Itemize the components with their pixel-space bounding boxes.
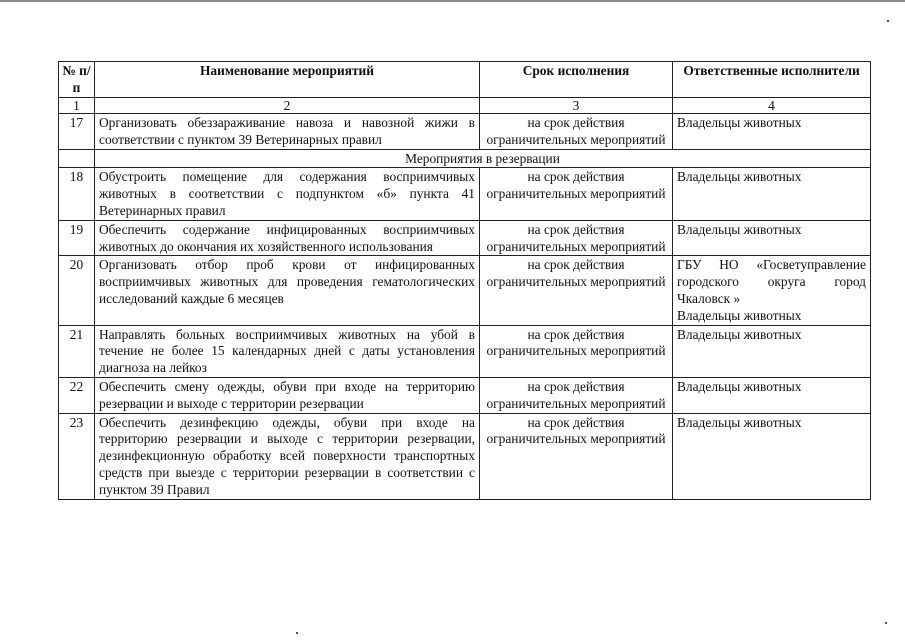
row-measure: Обеспечить содержание инфицированных восприимчивых животных до окончания их хозяйственного использования <box>95 220 480 256</box>
row-measure: Обеспечить смену одежды, обуви при входе на территорию резервации и выходе с территории резервации <box>95 377 480 413</box>
row-term: на срок действия ограничительных мероприятий <box>480 377 673 413</box>
responsible-party: Владельцы животных <box>677 326 802 342</box>
index-cell: 3 <box>480 98 673 114</box>
row-measure: Обеспечить дезинфекцию одежды, обуви при входе на территорию резервации и выходе с территории резервации, дезинфекционную обработку всей поверхности транспортных средств при выезде с территории резервации в соответствии с пунктом 39 Правил <box>95 413 480 499</box>
row-number: 17 <box>59 114 95 150</box>
responsible-party: Владельцы животных <box>677 414 802 430</box>
table-row <box>59 413 871 499</box>
row-number: 23 <box>59 413 95 499</box>
index-cell: 4 <box>673 98 871 114</box>
row-responsible <box>673 114 871 150</box>
row-number: 21 <box>59 325 95 377</box>
row-term: на срок действия ограничительных мероприятий <box>480 413 673 499</box>
table-row <box>59 114 871 150</box>
header-number: № п/п <box>59 62 95 98</box>
responsible-party: Владельцы животных <box>677 221 802 237</box>
row-measure: Организовать обеззараживание навоза и навозной жижи в соответствии с пунктом 39 Ветеринарных правил <box>95 114 480 150</box>
row-number: 20 <box>59 256 95 325</box>
header-term: Срок исполнения <box>480 62 673 98</box>
row-number: 22 <box>59 377 95 413</box>
top-rule <box>0 0 905 2</box>
table-row <box>59 256 871 325</box>
column-index-row <box>59 98 871 114</box>
scan-speck <box>887 20 889 22</box>
section-number-cell <box>59 149 95 168</box>
row-term: на срок действия ограничительных мероприятий <box>480 168 673 220</box>
responsible-party: ГБУ НО «Госветуправление городского округа город Чкаловск » <box>677 257 866 306</box>
scan-speck <box>885 622 887 624</box>
index-cell: 1 <box>59 98 95 114</box>
row-responsible <box>673 377 871 413</box>
responsible-party: Владельцы животных <box>677 169 802 185</box>
row-measure: Обустроить помещение для содержания восприимчивых животных в соответствии с подпунктом «б» пункта 41 Ветеринарных правил <box>95 168 480 220</box>
responsible-party: Владельцы животных <box>677 378 802 394</box>
row-term: на срок действия ограничительных мероприятий <box>480 256 673 325</box>
row-measure: Направлять больных восприимчивых животных на убой в течение не более 15 календарных дней с даты установления диагноза на лейкоз <box>95 325 480 377</box>
row-number: 19 <box>59 220 95 256</box>
measures-table <box>58 61 871 500</box>
row-measure: Организовать отбор проб крови от инфицированных восприимчивых животных для проведения гематологических исследований каждые 6 месяцев <box>95 256 480 325</box>
table-row <box>59 377 871 413</box>
row-responsible <box>673 325 871 377</box>
row-responsible <box>673 220 871 256</box>
header-responsible: Ответственные исполнители <box>673 62 871 98</box>
table-row <box>59 220 871 256</box>
row-responsible <box>673 256 871 325</box>
table-body <box>59 98 871 500</box>
responsible-party: Владельцы животных <box>677 115 802 130</box>
table-row <box>59 325 871 377</box>
row-number: 18 <box>59 168 95 220</box>
row-responsible <box>673 413 871 499</box>
section-row <box>59 149 871 168</box>
table-row <box>59 168 871 220</box>
index-cell: 2 <box>95 98 480 114</box>
header-measure-name: Наименование мероприятий <box>95 62 480 98</box>
scan-speck <box>296 632 298 634</box>
row-term: на срок действия ограничительных мероприятий <box>480 114 673 150</box>
section-title: Мероприятия в резервации <box>95 149 871 168</box>
table-header <box>59 62 871 98</box>
row-term: на срок действия ограничительных мероприятий <box>480 220 673 256</box>
responsible-party: Владельцы животных <box>677 307 802 323</box>
row-term: на срок действия ограничительных мероприятий <box>480 325 673 377</box>
row-responsible <box>673 168 871 220</box>
